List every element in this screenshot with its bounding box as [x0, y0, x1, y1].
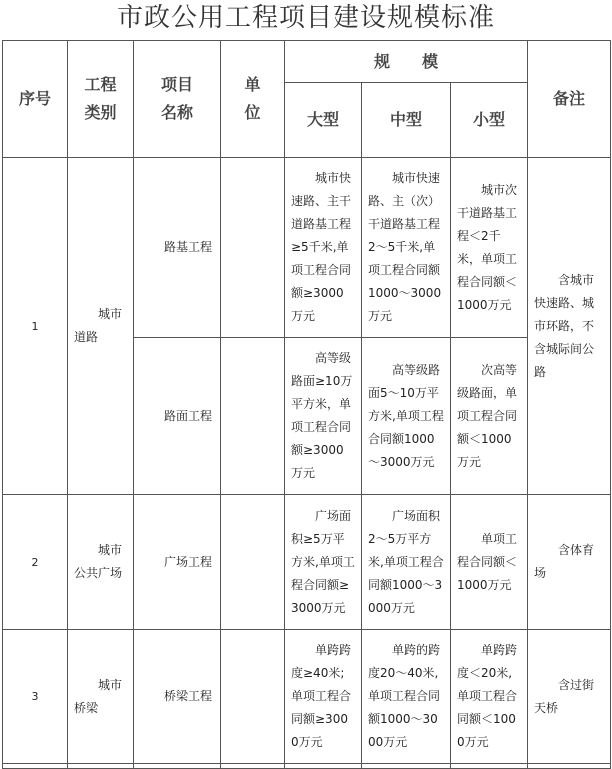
row-large: 城市快速路、主干道路基工程≥5千米,单项工程合同额≥3000万元	[285, 158, 362, 338]
row-category: 城市道路	[68, 158, 134, 495]
scale-standard-table	[2, 40, 611, 769]
row-unit	[221, 158, 285, 338]
row-project-name: 桥梁工程	[134, 630, 221, 764]
header-row-top	[3, 41, 611, 83]
row-medium: 城市快速路、主（次）干道路基工程2～5千米,单项工程合同额1000～3000万元	[362, 158, 451, 338]
row-project-name: 路基工程	[134, 158, 221, 338]
table-row	[3, 630, 611, 764]
header-category: 工程类别	[68, 41, 134, 158]
row-seq: 2	[3, 495, 68, 630]
row-seq: 1	[3, 158, 68, 495]
row-project-name: 广场工程	[134, 495, 221, 630]
row-small: 单跨跨度＜20米,单项工程合同额＜1000万元	[451, 630, 528, 764]
row-small: 次高等级路面，单项工程合同额＜1000万元	[451, 338, 528, 495]
table-row-cut	[3, 764, 611, 769]
header-scale: 规 模	[285, 41, 528, 83]
row-small: 城市次干道路基工程＜2千米，单项工程合同额＜1000万元	[451, 158, 528, 338]
header-unit: 单位	[221, 41, 285, 158]
row-category: 城市桥梁	[68, 630, 134, 764]
row-unit	[221, 495, 285, 630]
header-remark: 备注	[528, 41, 611, 158]
row-remark: 含体育场	[528, 495, 611, 630]
table-row	[3, 158, 611, 338]
header-medium: 中型	[362, 83, 451, 158]
header-project-name: 项目名称	[134, 41, 221, 158]
row-seq: 3	[3, 630, 68, 764]
row-remark: 含城市快速路、城市环路，不含城际间公路	[528, 158, 611, 495]
row-small: 单项工程合同额＜1000万元	[451, 495, 528, 630]
row-large: 单跨跨度≥40米;单项工程合同额≥3000万元	[285, 630, 362, 764]
header-seq: 序号	[3, 41, 68, 158]
row-medium: 广场面积2～5万平方米,单项工程合同额1000～3000万元	[362, 495, 451, 630]
row-medium: 高等级路面5～10万平方米,单项工程合同额1000～3000万元	[362, 338, 451, 495]
row-large: 高等级路面≥10万平方米，单项工程合同额≥3000万元	[285, 338, 362, 495]
row-unit	[221, 630, 285, 764]
row-unit	[221, 338, 285, 495]
row-remark: 含过街天桥	[528, 630, 611, 764]
row-medium: 单跨的跨度20～40米,单项工程合同额1000～3000万元	[362, 630, 451, 764]
table-row	[3, 495, 611, 630]
document-title: 市政公用工程项目建设规模标准	[116, 3, 495, 33]
row-large: 广场面积≥5万平方米,单项工程合同额≥3000万元	[285, 495, 362, 630]
row-category: 城市公共广场	[68, 495, 134, 630]
row-project-name: 路面工程	[134, 338, 221, 495]
header-small: 小型	[451, 83, 528, 158]
header-large: 大型	[285, 83, 362, 158]
